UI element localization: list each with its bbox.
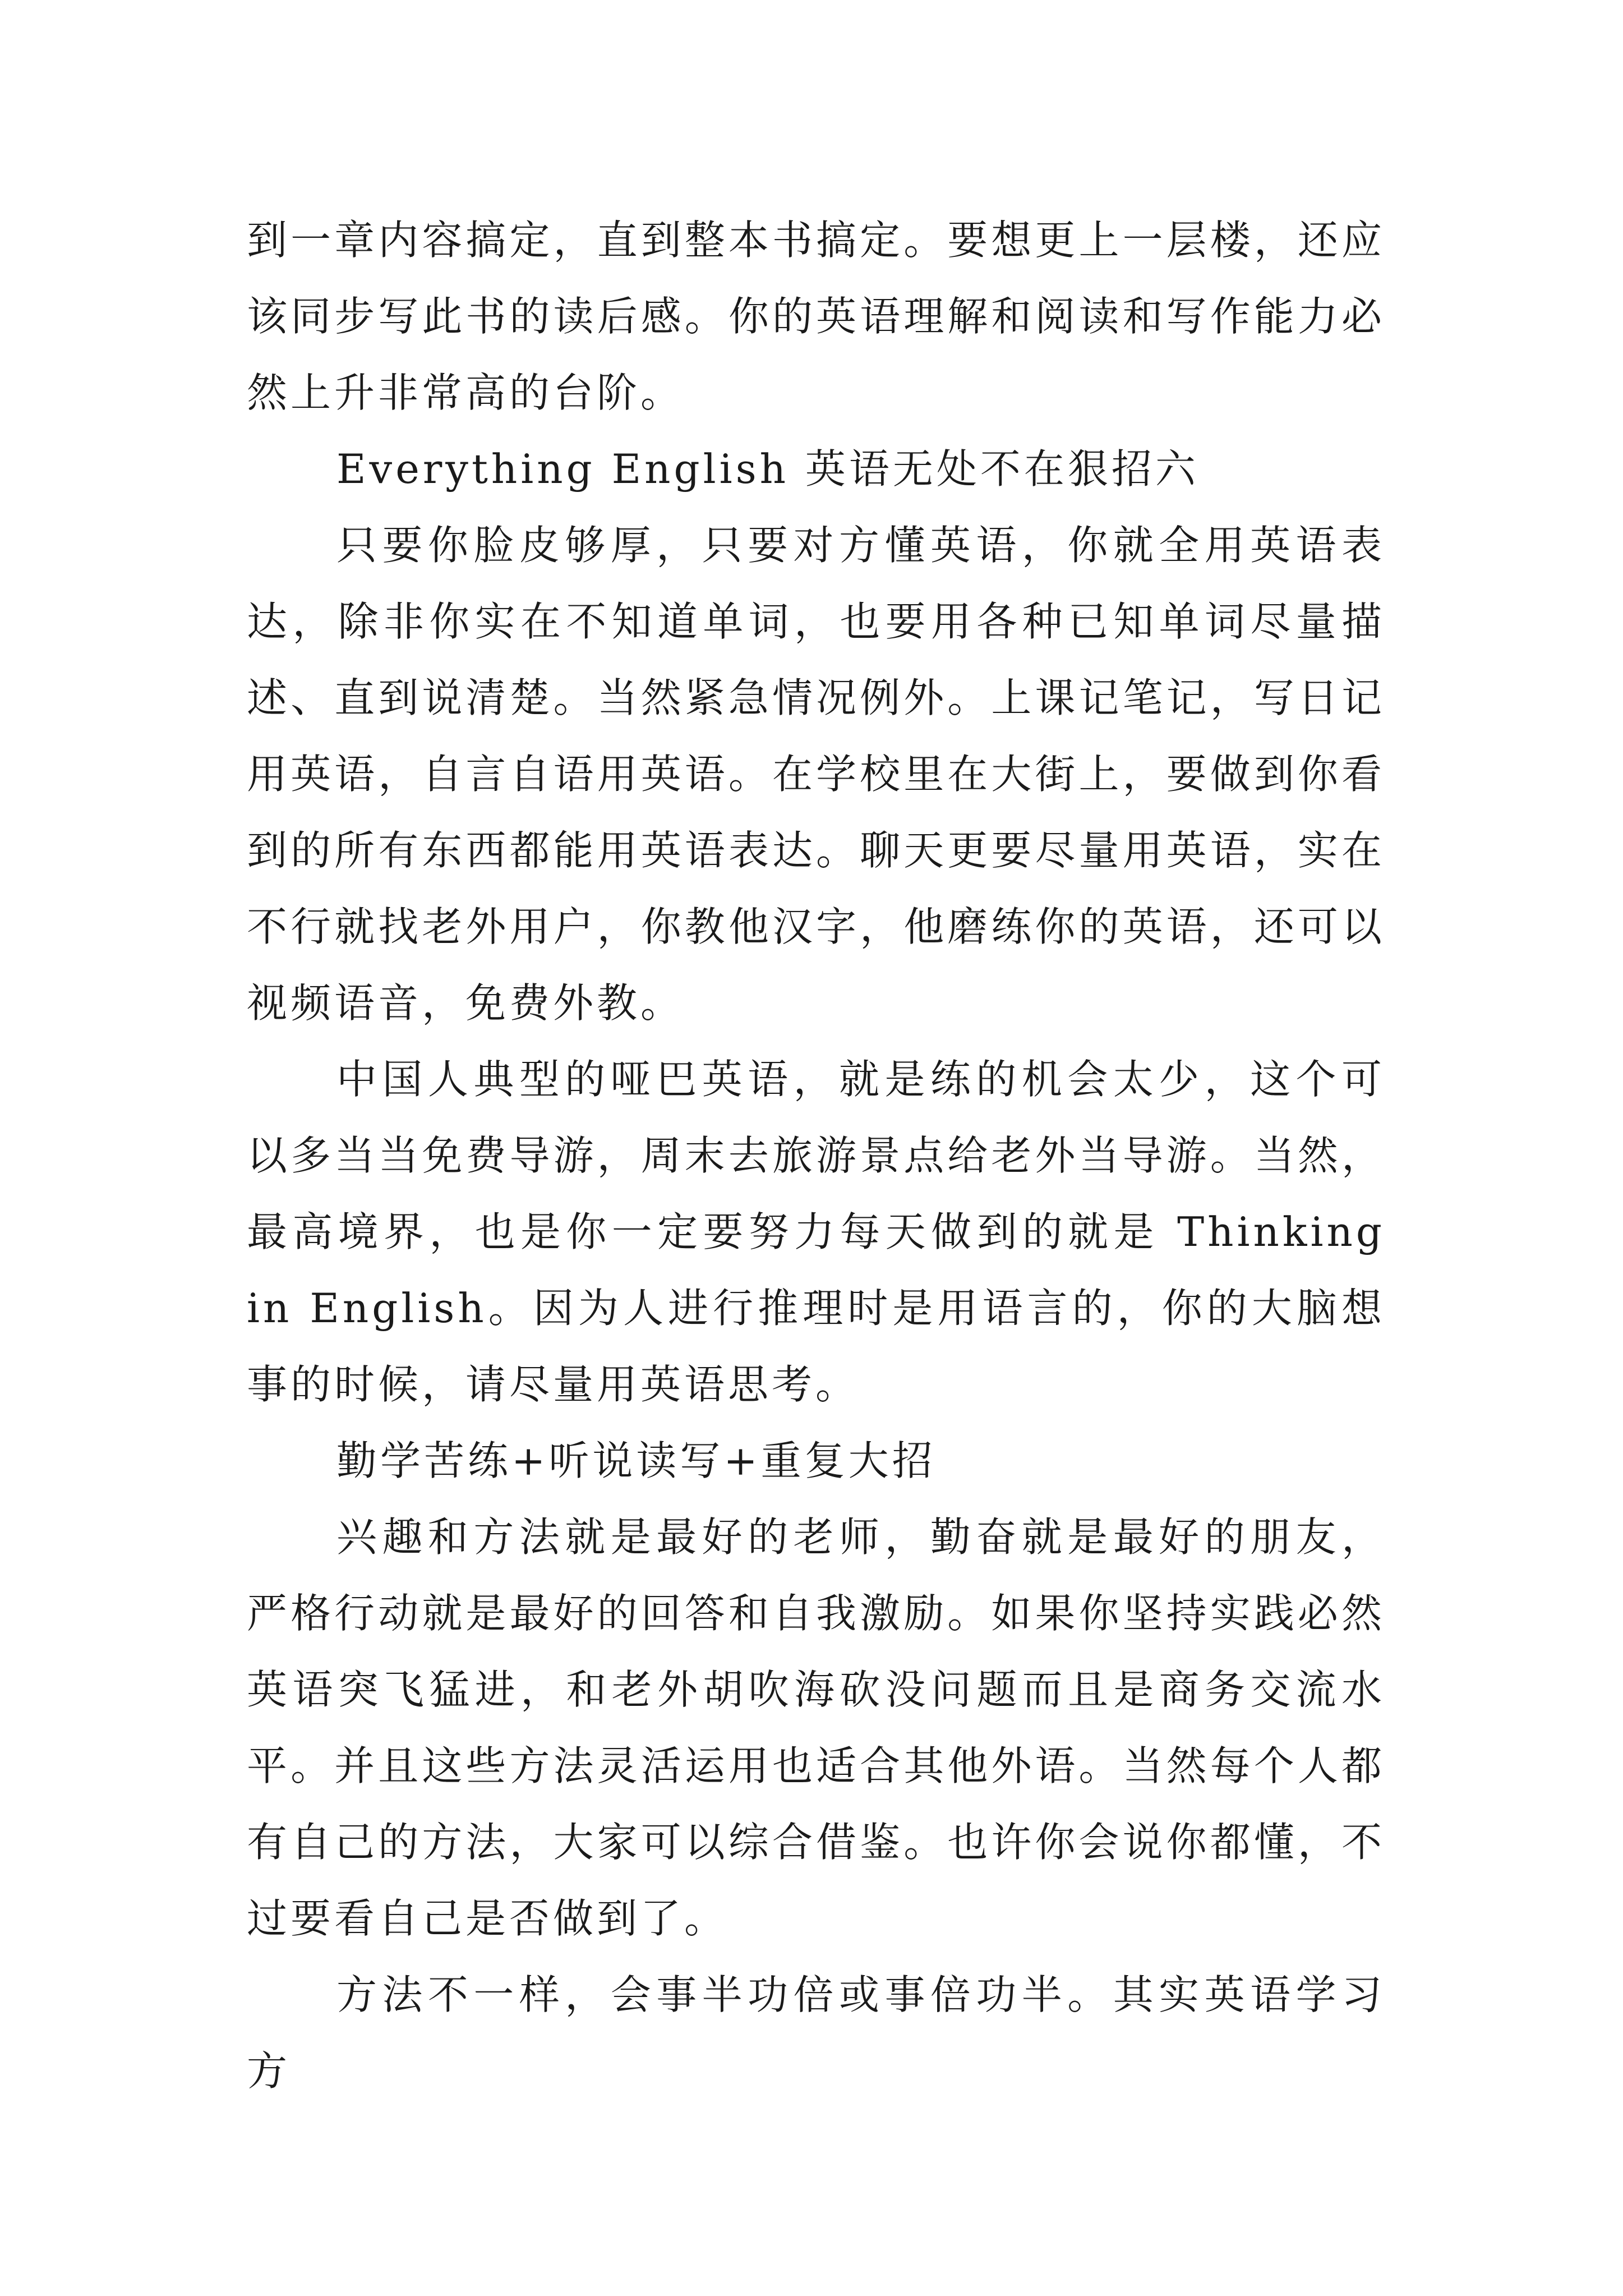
paragraph: 兴趣和方法就是最好的老师，勤奋就是最好的朋友，严格行动就是最好的回答和自我激励。如果你坚持实践必然英语突飞猛进，和老外胡吹海砍没问题而且是商务交流水平。并且这些方法灵活运用也适合其他外语。当然每个人都有自己的方法，大家可以综合借鉴。也许你会说你都懂，不过要看自己是否做到了。 xyxy=(247,1513,1385,1942)
body-text xyxy=(247,202,1385,2109)
paragraph-continuation: 到一章内容搞定，直到整本书搞定。要想更上一层楼，还应该同步写此书的读后感。你的英语理解和阅读和写作能力必然上升非常高的台阶。 xyxy=(247,217,1385,416)
section-heading: Everything English 英语无处不在狠招六 xyxy=(336,445,1199,493)
paragraph: 中国人典型的哑巴英语，就是练的机会太少，这个可以多当当免费导游，周末去旅游景点给老外当导游。当然，最高境界，也是你一定要努力每天做到的就是 Thinking in English。因为人进行推理时是用语言的，你的大脑想事的时候，请尽量用英语思考。 xyxy=(247,1056,1385,1408)
paragraph: 方法不一样，会事半功倍或事倍功半。其实英语学习方 xyxy=(247,1971,1385,2095)
paragraph: 只要你脸皮够厚，只要对方懂英语，你就全用英语表达，除非你实在不知道单词，也要用各种已知单词尽量描述、直到说清楚。当然紧急情况例外。上课记笔记，写日记用英语，自言自语用英语。在学校里在大街上，要做到你看到的所有东西都能用英语表达。聊天更要尽量用英语，实在不行就找老外用户，你教他汉字，他磨练你的英语，还可以视频语音，免费外教。 xyxy=(247,522,1385,1027)
section-heading: 勤学苦练+听说读写+重复大招 xyxy=(336,1437,936,1484)
